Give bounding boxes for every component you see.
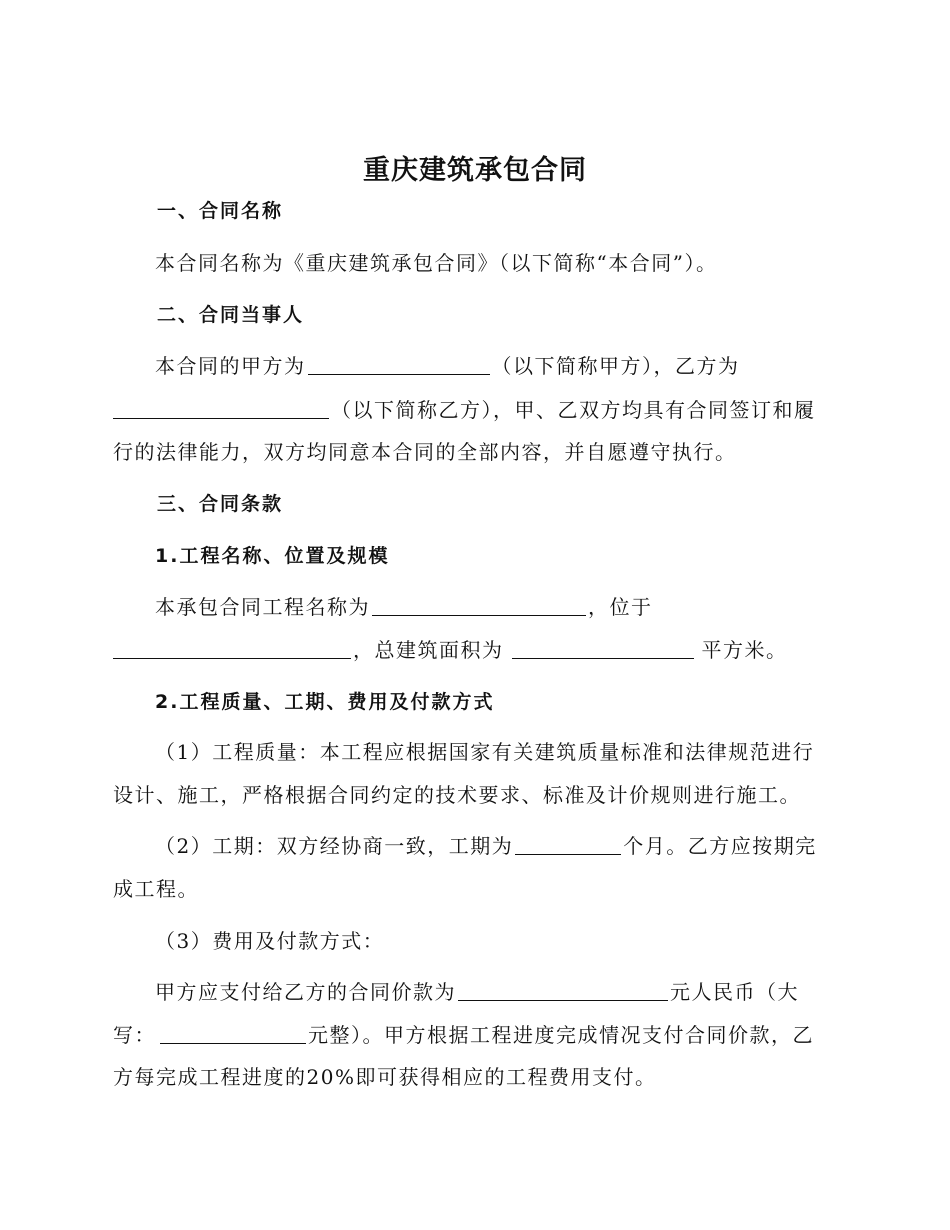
price-in-words-blank[interactable] <box>160 1021 306 1044</box>
area-blank[interactable] <box>512 636 694 659</box>
section-2-line-2 <box>113 395 837 425</box>
project-name-blank[interactable] <box>372 593 586 616</box>
text-segment: 本合同的甲方为 <box>155 354 306 378</box>
text-segment: ，位于 <box>588 595 653 619</box>
quality-line-2: 设计、施工，严格根据合同约定的技术要求、标准及计价规则进行施工。 <box>113 783 801 807</box>
document-title: 重庆建筑承包合同 <box>363 155 587 186</box>
duration-blank[interactable] <box>515 832 621 855</box>
section-3-1-line-1 <box>155 592 879 622</box>
text-segment: 本承包合同工程名称为 <box>155 595 370 619</box>
party-a-blank[interactable] <box>308 352 490 375</box>
text-segment: 甲方应支付给乙方的合同价款为 <box>155 980 456 1004</box>
payment-line-3: 方每完成工程进度的20%即可获得相应的工程费用支付。 <box>113 1065 657 1089</box>
section-3-2-heading: 2.工程质量、工期、费用及付款方式 <box>155 691 495 713</box>
section-2-heading: 二、合同当事人 <box>157 304 305 326</box>
payment-line-2 <box>113 1020 837 1050</box>
party-b-blank[interactable] <box>113 396 329 419</box>
text-segment: 元人民币（大 <box>670 980 799 1004</box>
duration-line-1 <box>155 831 879 861</box>
section-2-line-1 <box>155 351 879 381</box>
section-3-heading: 三、合同条款 <box>157 493 284 515</box>
section-3-1-line-2 <box>113 635 837 665</box>
text-segment: ，总建筑面积为 <box>353 638 504 662</box>
location-blank[interactable] <box>113 636 351 659</box>
section-2-line-3: 行的法律能力，双方均同意本合同的全部内容，并自愿遵守执行。 <box>113 440 737 464</box>
text-segment: （2）工期：双方经协商一致，工期为 <box>155 834 514 858</box>
contract-price-blank[interactable] <box>458 978 668 1001</box>
text-segment: （以下简称乙方），甲、乙双方均具有合同签订和履 <box>331 398 816 422</box>
text-segment: 个月。乙方应按期完 <box>623 834 817 858</box>
text-segment: （以下简称甲方），乙方为 <box>491 354 740 378</box>
section-3-1-heading: 1.工程名称、位置及规模 <box>155 545 390 567</box>
payment-heading: （3）费用及付款方式： <box>155 929 385 953</box>
text-segment: 写： <box>113 1023 156 1047</box>
text-segment: 平方米。 <box>701 638 788 662</box>
duration-line-2: 成工程。 <box>113 877 199 901</box>
quality-line-1: （1）工程质量：本工程应根据国家有关建筑质量标准和法律规范进行 <box>155 740 815 764</box>
section-1-text: 本合同名称为《重庆建筑承包合同》（以下简称“本合同”）。 <box>155 251 718 275</box>
payment-line-1 <box>155 977 879 1007</box>
text-segment: 元整）。甲方根据工程进度完成情况支付合同价款，乙 <box>308 1023 814 1047</box>
section-1-heading: 一、合同名称 <box>157 200 284 222</box>
